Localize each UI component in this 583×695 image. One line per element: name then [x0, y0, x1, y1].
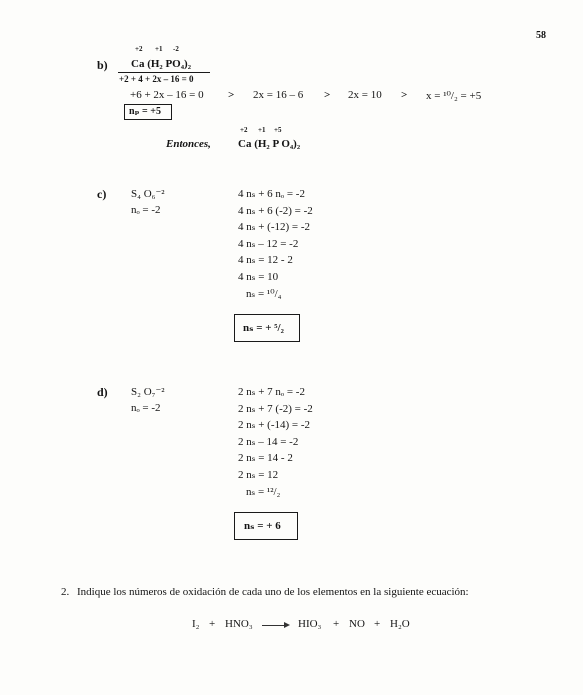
equation-step: 2x = 10 — [348, 89, 382, 101]
product: NO — [349, 618, 365, 630]
result-value: nₛ = + ⁵/₂ — [243, 322, 284, 334]
reactant: I₂ — [192, 618, 200, 630]
ox-number: +1 — [155, 45, 163, 53]
ox-number: +1 — [258, 126, 266, 134]
question-text: Indique los números de oxidación de cada uno de los elementos en la siguiente ecuación: — [77, 586, 469, 598]
ox-number: +5 — [274, 126, 282, 134]
equation-step: 4 nₛ – 12 = -2 — [238, 238, 299, 250]
fraction-rule — [118, 72, 210, 73]
plus-sign: + — [374, 618, 381, 630]
equation-step: nₛ = ¹²/₂ — [246, 486, 281, 498]
product: H₂O — [390, 618, 410, 630]
result-value: nₚ = +5 — [129, 106, 161, 117]
given-value: nₒ = -2 — [131, 402, 161, 414]
equation-step: 4 nₛ + 6 (-2) = -2 — [238, 205, 313, 217]
equation-step: 2 nₛ + 7 nₒ = -2 — [238, 386, 305, 398]
result-value: nₛ = + 6 — [244, 520, 281, 532]
part-c-label: c) — [97, 187, 107, 201]
equation-step: x = ¹⁰/₂ = +5 — [426, 90, 482, 102]
page-number: 58 — [536, 30, 546, 41]
formula: S₄ O₆⁻² — [131, 188, 165, 200]
given-value: nₒ = -2 — [131, 204, 161, 216]
equation-step: 2 nₛ + 7 (-2) = -2 — [238, 403, 313, 415]
sum-line: +2 + 4 + 2x – 16 = 0 — [119, 74, 194, 84]
reactant: HNO₃ — [225, 618, 253, 630]
ox-number: +2 — [240, 126, 248, 134]
equation-step: 4 nₛ + 6 nₒ = -2 — [238, 188, 305, 200]
ox-number: +2 — [135, 45, 143, 53]
plus-sign: + — [209, 618, 216, 630]
result-box — [234, 314, 300, 342]
formula: S₂ O₇⁻² — [131, 386, 165, 398]
final-formula: Ca (H₂ P O₄)₂ — [238, 138, 301, 150]
equation-step: 2 nₛ + (-14) = -2 — [238, 419, 311, 431]
equation-step: 2 nₛ = 12 — [238, 469, 279, 481]
ox-number: -2 — [173, 45, 179, 53]
product: HIO₃ — [298, 618, 322, 630]
plus-sign: + — [333, 618, 340, 630]
result-box — [124, 104, 172, 120]
equation-step: 2 nₛ = 14 - 2 — [238, 452, 293, 464]
equation-step: 4 nₛ = 12 - 2 — [238, 254, 293, 266]
equation-step: 2 nₛ – 14 = -2 — [238, 436, 299, 448]
separator: > — [401, 89, 408, 101]
equation-step: 2x = 16 – 6 — [253, 89, 304, 101]
part-b-label: b) — [97, 58, 108, 72]
reaction-arrow-icon — [262, 625, 288, 626]
equation-step: 4 nₛ = 10 — [238, 271, 279, 283]
separator: > — [324, 89, 331, 101]
equation-step: 4 nₛ + (-12) = -2 — [238, 221, 311, 233]
equation-step: nₛ = ¹⁰/₄ — [246, 288, 282, 300]
question-number: 2. — [61, 586, 70, 598]
separator: > — [228, 89, 235, 101]
formula: Ca (H₂ PO₄)₂ — [131, 58, 191, 70]
equation-step: +6 + 2x – 16 = 0 — [130, 89, 204, 101]
entonces-label: Entonces, — [166, 138, 211, 150]
part-d-label: d) — [97, 385, 108, 399]
result-box — [234, 512, 298, 540]
